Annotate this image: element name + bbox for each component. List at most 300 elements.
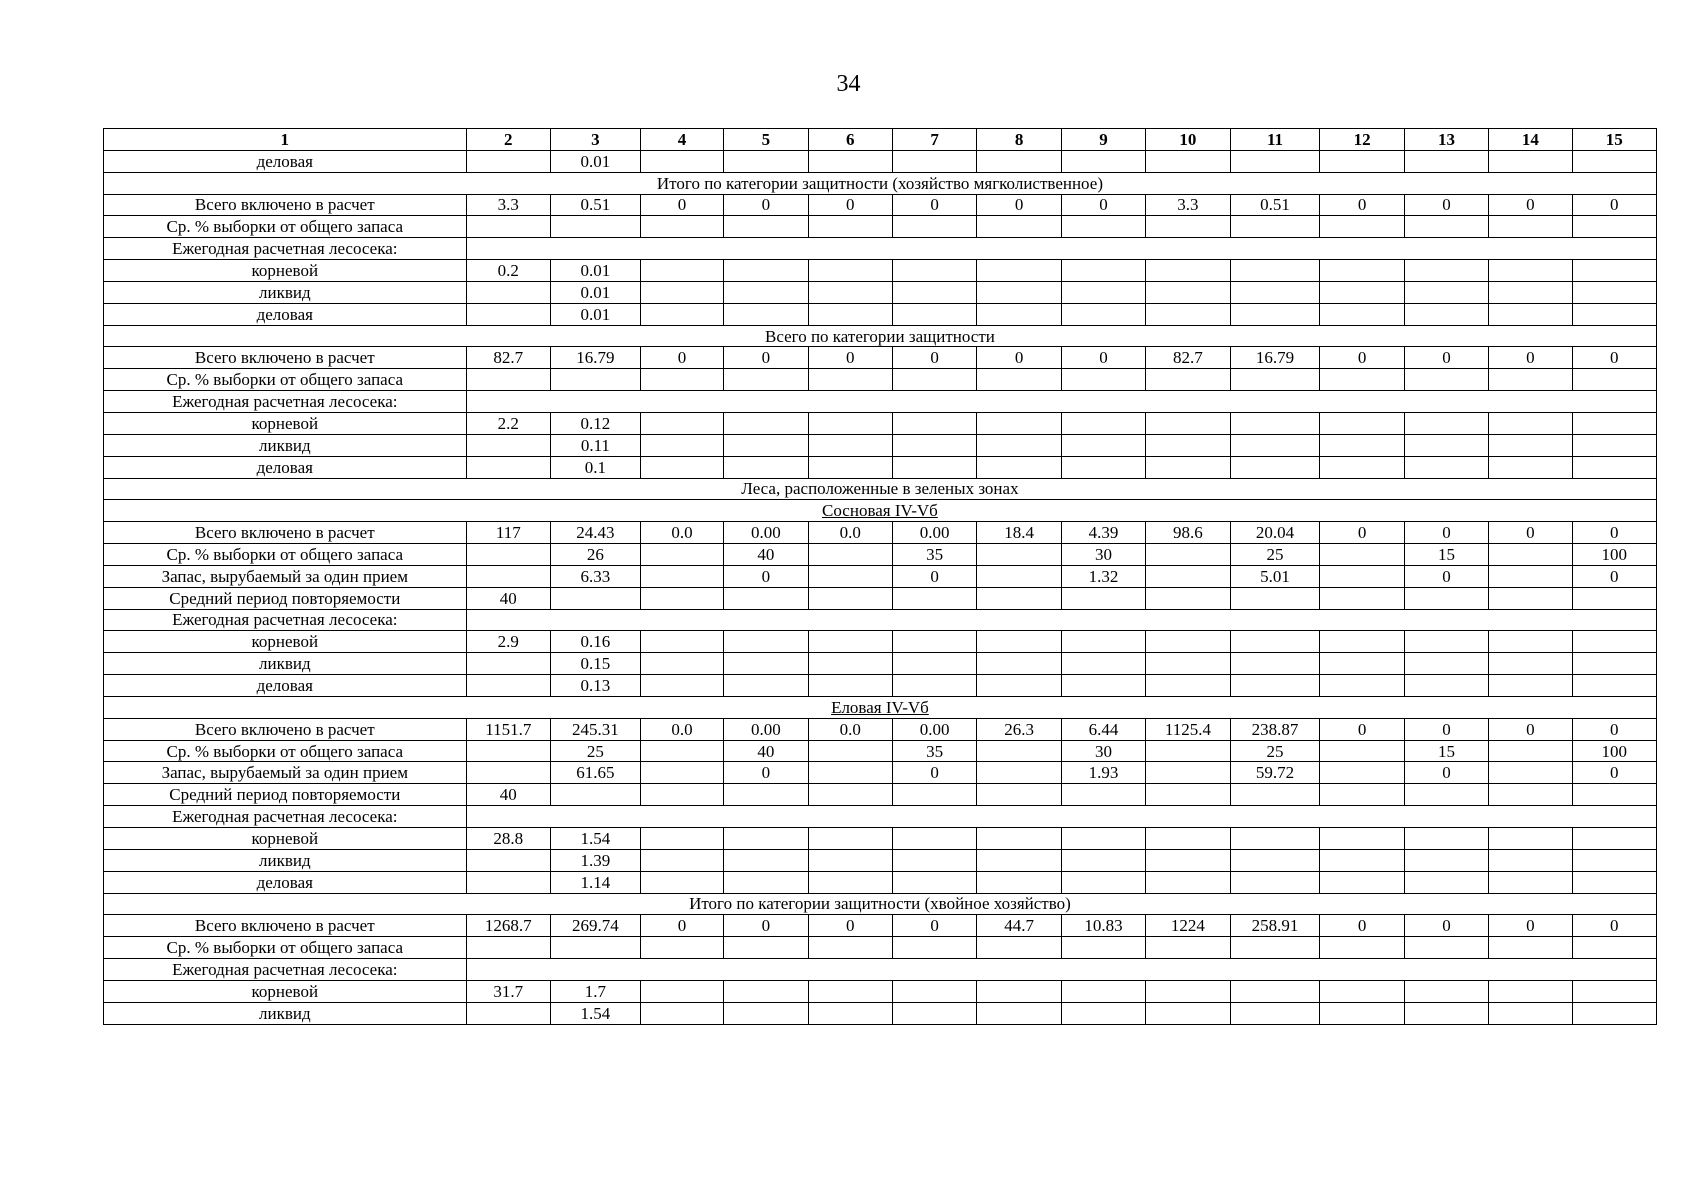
column-header: 15 xyxy=(1572,129,1656,151)
section-heading xyxy=(104,478,1657,500)
row-label: Ср. % выборки от общего запаса xyxy=(104,740,467,762)
table-cell xyxy=(1404,412,1488,434)
table-cell xyxy=(640,303,723,325)
table-cell xyxy=(1146,216,1230,238)
table-row xyxy=(104,412,1657,434)
table-cell xyxy=(1061,1002,1145,1024)
row-label: Запас, вырубаемый за один прием xyxy=(104,762,467,784)
table-cell xyxy=(1320,587,1404,609)
table-cell xyxy=(640,565,723,587)
section-heading xyxy=(104,172,1657,194)
table-cell xyxy=(1489,762,1572,784)
table-cell xyxy=(977,849,1062,871)
row-label: деловая xyxy=(104,456,467,478)
table-cell xyxy=(1489,565,1572,587)
table-cell xyxy=(1146,1002,1230,1024)
table-cell xyxy=(1404,1002,1488,1024)
row-label: Средний период повторяемости xyxy=(104,784,467,806)
table-cell xyxy=(724,216,808,238)
table-cell xyxy=(466,675,550,697)
table-cell xyxy=(724,260,808,282)
column-header: 14 xyxy=(1489,129,1572,151)
table-cell xyxy=(724,150,808,172)
table-cell xyxy=(724,281,808,303)
table-cell xyxy=(1489,871,1572,893)
table-cell xyxy=(1320,260,1404,282)
row-label: Всего включено в расчет xyxy=(104,347,467,369)
table-cell: 0 xyxy=(1572,194,1656,216)
table-body xyxy=(104,129,1657,1025)
table-cell xyxy=(1230,434,1320,456)
table-cell xyxy=(1320,456,1404,478)
table-cell xyxy=(1230,631,1320,653)
table-cell: 0 xyxy=(1489,347,1572,369)
table-cell: 16.79 xyxy=(550,347,640,369)
table-cell xyxy=(892,631,976,653)
table-cell xyxy=(1404,675,1488,697)
table-cell xyxy=(1489,281,1572,303)
table-cell xyxy=(1572,260,1656,282)
table-cell xyxy=(892,587,976,609)
table-cell: 15 xyxy=(1404,544,1488,566)
table-cell: 1224 xyxy=(1146,915,1230,937)
column-header: 11 xyxy=(1230,129,1320,151)
table-cell xyxy=(724,653,808,675)
table-cell xyxy=(808,828,892,850)
table-cell: 0 xyxy=(892,762,976,784)
table-cell xyxy=(977,303,1062,325)
table-cell xyxy=(640,260,723,282)
merged-empty-cell xyxy=(466,609,1656,631)
table-cell xyxy=(1489,260,1572,282)
table-cell xyxy=(1320,828,1404,850)
table-cell: 20.04 xyxy=(1230,522,1320,544)
table-cell xyxy=(1230,653,1320,675)
row-label: корневой xyxy=(104,631,467,653)
table-cell xyxy=(977,1002,1062,1024)
merged-empty-cell xyxy=(466,238,1656,260)
table-cell xyxy=(1489,849,1572,871)
table-cell: 1.32 xyxy=(1061,565,1145,587)
row-label: Ежегодная расчетная лесосека: xyxy=(104,959,467,981)
table-cell xyxy=(1489,150,1572,172)
table-cell xyxy=(1320,150,1404,172)
header-row xyxy=(104,129,1657,151)
row-label: Запас, вырубаемый за один прием xyxy=(104,565,467,587)
table-row xyxy=(104,172,1657,194)
table-cell xyxy=(1230,937,1320,959)
table-cell xyxy=(640,587,723,609)
table-cell xyxy=(1146,150,1230,172)
row-label: Ср. % выборки от общего запаса xyxy=(104,369,467,391)
column-header: 6 xyxy=(808,129,892,151)
table-cell xyxy=(1320,631,1404,653)
table-cell xyxy=(1572,937,1656,959)
merged-empty-cell xyxy=(466,391,1656,413)
table-cell xyxy=(808,871,892,893)
table-cell xyxy=(1061,937,1145,959)
column-header: 1 xyxy=(104,129,467,151)
table-cell xyxy=(1146,412,1230,434)
table-cell xyxy=(1572,675,1656,697)
table-cell: 0 xyxy=(892,194,976,216)
merged-empty-cell xyxy=(466,959,1656,981)
table-cell xyxy=(1572,631,1656,653)
table-cell xyxy=(1572,871,1656,893)
table-cell xyxy=(1489,369,1572,391)
table-cell xyxy=(1230,303,1320,325)
table-cell xyxy=(1489,216,1572,238)
table-cell: 0 xyxy=(1404,565,1488,587)
table-cell xyxy=(640,369,723,391)
row-label: ликвид xyxy=(104,849,467,871)
table-cell: 26.3 xyxy=(977,718,1062,740)
table-cell xyxy=(1061,150,1145,172)
table-cell xyxy=(1404,653,1488,675)
table-cell xyxy=(1146,434,1230,456)
table-cell: 0 xyxy=(1404,718,1488,740)
table-cell xyxy=(977,412,1062,434)
table-cell: 0.12 xyxy=(550,412,640,434)
table-cell xyxy=(640,631,723,653)
table-cell: 26 xyxy=(550,544,640,566)
table-cell xyxy=(1146,871,1230,893)
table-cell xyxy=(977,653,1062,675)
table-cell: 0.0 xyxy=(640,522,723,544)
table-cell xyxy=(1320,849,1404,871)
table-cell xyxy=(1489,434,1572,456)
table-cell xyxy=(1404,303,1488,325)
table-cell: 0.00 xyxy=(892,718,976,740)
table-cell xyxy=(1146,784,1230,806)
table-cell xyxy=(724,631,808,653)
table-cell xyxy=(724,1002,808,1024)
row-label: ликвид xyxy=(104,653,467,675)
column-header: 13 xyxy=(1404,129,1488,151)
table-cell xyxy=(808,281,892,303)
table-cell xyxy=(1572,369,1656,391)
table-cell xyxy=(466,653,550,675)
table-cell xyxy=(1489,980,1572,1002)
table-cell xyxy=(1404,369,1488,391)
table-cell: 0 xyxy=(1404,347,1488,369)
table-cell xyxy=(1061,871,1145,893)
table-row xyxy=(104,544,1657,566)
table-cell: 4.39 xyxy=(1061,522,1145,544)
column-header: 10 xyxy=(1146,129,1230,151)
table-cell: 1.14 xyxy=(550,871,640,893)
table-cell xyxy=(1061,216,1145,238)
table-cell xyxy=(724,303,808,325)
table-row xyxy=(104,500,1657,522)
table-cell: 0.51 xyxy=(550,194,640,216)
column-header: 3 xyxy=(550,129,640,151)
table-cell xyxy=(1146,303,1230,325)
table-cell xyxy=(1230,675,1320,697)
table-cell xyxy=(640,544,723,566)
table-row xyxy=(104,849,1657,871)
table-cell xyxy=(977,456,1062,478)
table-cell xyxy=(640,412,723,434)
table-row xyxy=(104,937,1657,959)
table-cell xyxy=(640,675,723,697)
table-cell: 1.93 xyxy=(1061,762,1145,784)
column-header: 12 xyxy=(1320,129,1404,151)
table-cell xyxy=(640,456,723,478)
table-cell xyxy=(808,260,892,282)
table-cell xyxy=(724,849,808,871)
table-cell xyxy=(808,412,892,434)
table-cell xyxy=(977,150,1062,172)
table-cell xyxy=(1489,653,1572,675)
table-cell xyxy=(1146,653,1230,675)
table-cell xyxy=(466,1002,550,1024)
table-cell xyxy=(977,784,1062,806)
table-cell xyxy=(808,456,892,478)
table-cell xyxy=(1404,150,1488,172)
table-cell xyxy=(1320,980,1404,1002)
table-row xyxy=(104,762,1657,784)
table-cell xyxy=(1404,631,1488,653)
table-cell: 0 xyxy=(808,347,892,369)
row-label: деловая xyxy=(104,150,467,172)
table-cell xyxy=(640,740,723,762)
table-cell: 0.2 xyxy=(466,260,550,282)
table-cell xyxy=(466,281,550,303)
table-cell xyxy=(1320,412,1404,434)
table-cell xyxy=(1061,434,1145,456)
table-cell xyxy=(466,740,550,762)
table-cell xyxy=(1320,740,1404,762)
table-cell xyxy=(808,653,892,675)
table-cell xyxy=(1146,456,1230,478)
table-cell xyxy=(1320,544,1404,566)
column-header: 2 xyxy=(466,129,550,151)
table-cell xyxy=(466,871,550,893)
table-cell xyxy=(1320,762,1404,784)
table-cell xyxy=(1404,784,1488,806)
row-label: деловая xyxy=(104,675,467,697)
table-cell xyxy=(1320,434,1404,456)
table-row xyxy=(104,609,1657,631)
table-cell xyxy=(1061,653,1145,675)
table-cell xyxy=(808,980,892,1002)
table-cell: 0 xyxy=(724,565,808,587)
row-label: Ежегодная расчетная лесосека: xyxy=(104,391,467,413)
table-cell xyxy=(1061,849,1145,871)
table-cell: 0 xyxy=(1489,522,1572,544)
table-cell xyxy=(892,150,976,172)
table-cell xyxy=(1146,587,1230,609)
row-label: Всего включено в расчет xyxy=(104,915,467,937)
table-row xyxy=(104,281,1657,303)
table-cell xyxy=(1320,303,1404,325)
table-cell xyxy=(1230,216,1320,238)
table-cell xyxy=(808,216,892,238)
table-cell: 1125.4 xyxy=(1146,718,1230,740)
table-cell: 0 xyxy=(1572,915,1656,937)
table-cell xyxy=(892,784,976,806)
table-row xyxy=(104,828,1657,850)
table-cell xyxy=(1230,828,1320,850)
table-cell xyxy=(977,937,1062,959)
table-cell xyxy=(977,675,1062,697)
section-heading xyxy=(104,893,1657,915)
table-cell: 30 xyxy=(1061,544,1145,566)
table-cell: 82.7 xyxy=(466,347,550,369)
table-cell xyxy=(1572,281,1656,303)
table-cell: 40 xyxy=(466,587,550,609)
table-cell xyxy=(977,369,1062,391)
table-cell xyxy=(1489,784,1572,806)
table-cell xyxy=(1404,216,1488,238)
section-heading-text: Всего по категории защитности xyxy=(765,326,995,346)
table-row xyxy=(104,522,1657,544)
table-cell: 0 xyxy=(724,347,808,369)
table-cell xyxy=(1489,303,1572,325)
table-cell: 0 xyxy=(808,194,892,216)
table-cell: 0 xyxy=(1404,762,1488,784)
table-cell: 40 xyxy=(466,784,550,806)
table-cell: 0.01 xyxy=(550,281,640,303)
table-cell xyxy=(1061,784,1145,806)
table-cell xyxy=(1489,587,1572,609)
table-cell: 0 xyxy=(1572,347,1656,369)
table-cell: 6.33 xyxy=(550,565,640,587)
table-cell xyxy=(466,937,550,959)
table-cell: 0.00 xyxy=(724,718,808,740)
table-cell: 0 xyxy=(1572,522,1656,544)
table-cell: 0 xyxy=(640,194,723,216)
table-cell xyxy=(1146,849,1230,871)
table-cell xyxy=(1404,456,1488,478)
table-cell xyxy=(1489,740,1572,762)
table-cell xyxy=(1061,303,1145,325)
table-cell xyxy=(977,828,1062,850)
table-cell: 35 xyxy=(892,544,976,566)
table-cell: 0 xyxy=(1061,194,1145,216)
table-cell xyxy=(1489,828,1572,850)
table-cell xyxy=(550,784,640,806)
table-cell xyxy=(1404,434,1488,456)
table-cell: 0.01 xyxy=(550,303,640,325)
table-cell xyxy=(1489,412,1572,434)
table-cell xyxy=(1230,784,1320,806)
table-cell: 0 xyxy=(1320,347,1404,369)
table-row xyxy=(104,478,1657,500)
table-cell: 0.1 xyxy=(550,456,640,478)
table-cell xyxy=(808,1002,892,1024)
table-cell xyxy=(977,631,1062,653)
row-label: ликвид xyxy=(104,434,467,456)
section-heading-text: Еловая IV-Vб xyxy=(831,697,929,717)
section-heading-text: Сосновая IV-Vб xyxy=(822,501,938,521)
table-cell: 100 xyxy=(1572,740,1656,762)
table-cell xyxy=(977,260,1062,282)
table-cell xyxy=(1404,281,1488,303)
table-cell xyxy=(1320,675,1404,697)
table-cell xyxy=(1146,544,1230,566)
table-row xyxy=(104,303,1657,325)
table-cell xyxy=(808,587,892,609)
table-cell xyxy=(466,849,550,871)
table-cell xyxy=(724,784,808,806)
table-row xyxy=(104,216,1657,238)
table-row xyxy=(104,740,1657,762)
table-cell: 0 xyxy=(724,915,808,937)
table-row xyxy=(104,893,1657,915)
table-cell xyxy=(892,828,976,850)
row-label: Средний период повторяемости xyxy=(104,587,467,609)
table-cell: 0 xyxy=(1572,762,1656,784)
table-cell xyxy=(892,434,976,456)
table-cell: 98.6 xyxy=(1146,522,1230,544)
table-cell: 0.51 xyxy=(1230,194,1320,216)
table-cell xyxy=(977,980,1062,1002)
table-cell xyxy=(977,762,1062,784)
table-cell xyxy=(808,937,892,959)
row-label: деловая xyxy=(104,303,467,325)
table-cell xyxy=(466,544,550,566)
table-cell xyxy=(1320,784,1404,806)
table-cell xyxy=(1404,871,1488,893)
row-label: Ср. % выборки от общего запаса xyxy=(104,937,467,959)
column-header: 7 xyxy=(892,129,976,151)
table-cell xyxy=(466,456,550,478)
table-cell xyxy=(1146,565,1230,587)
table-cell xyxy=(892,849,976,871)
table-row xyxy=(104,653,1657,675)
table-cell: 0 xyxy=(1489,194,1572,216)
table-cell xyxy=(640,150,723,172)
table-cell xyxy=(977,544,1062,566)
table-cell: 59.72 xyxy=(1230,762,1320,784)
column-header: 9 xyxy=(1061,129,1145,151)
table-cell xyxy=(1572,828,1656,850)
row-label: деловая xyxy=(104,871,467,893)
table-cell: 0 xyxy=(1061,347,1145,369)
table-cell xyxy=(1489,1002,1572,1024)
table-cell xyxy=(1146,369,1230,391)
section-heading xyxy=(104,500,1657,522)
table-cell xyxy=(1572,412,1656,434)
table-row xyxy=(104,959,1657,981)
table-cell xyxy=(808,565,892,587)
table-cell xyxy=(724,828,808,850)
table-cell xyxy=(550,216,640,238)
table-cell: 24.43 xyxy=(550,522,640,544)
table-cell: 0 xyxy=(724,762,808,784)
row-label: Ср. % выборки от общего запаса xyxy=(104,544,467,566)
table-cell xyxy=(1061,369,1145,391)
table-cell xyxy=(1230,456,1320,478)
table-cell xyxy=(640,216,723,238)
table-cell: 18.4 xyxy=(977,522,1062,544)
table-cell: 0 xyxy=(892,915,976,937)
table-cell: 15 xyxy=(1404,740,1488,762)
table-cell xyxy=(892,937,976,959)
table-cell: 0.13 xyxy=(550,675,640,697)
section-heading-text: Итого по категории защитности (хвойное хозяйство) xyxy=(689,894,1071,914)
table-cell xyxy=(640,828,723,850)
table-cell xyxy=(640,937,723,959)
table-cell: 61.65 xyxy=(550,762,640,784)
table-row xyxy=(104,587,1657,609)
row-label: Всего включено в расчет xyxy=(104,522,467,544)
table-cell xyxy=(808,631,892,653)
table-cell: 1.54 xyxy=(550,1002,640,1024)
table-cell: 0 xyxy=(977,347,1062,369)
